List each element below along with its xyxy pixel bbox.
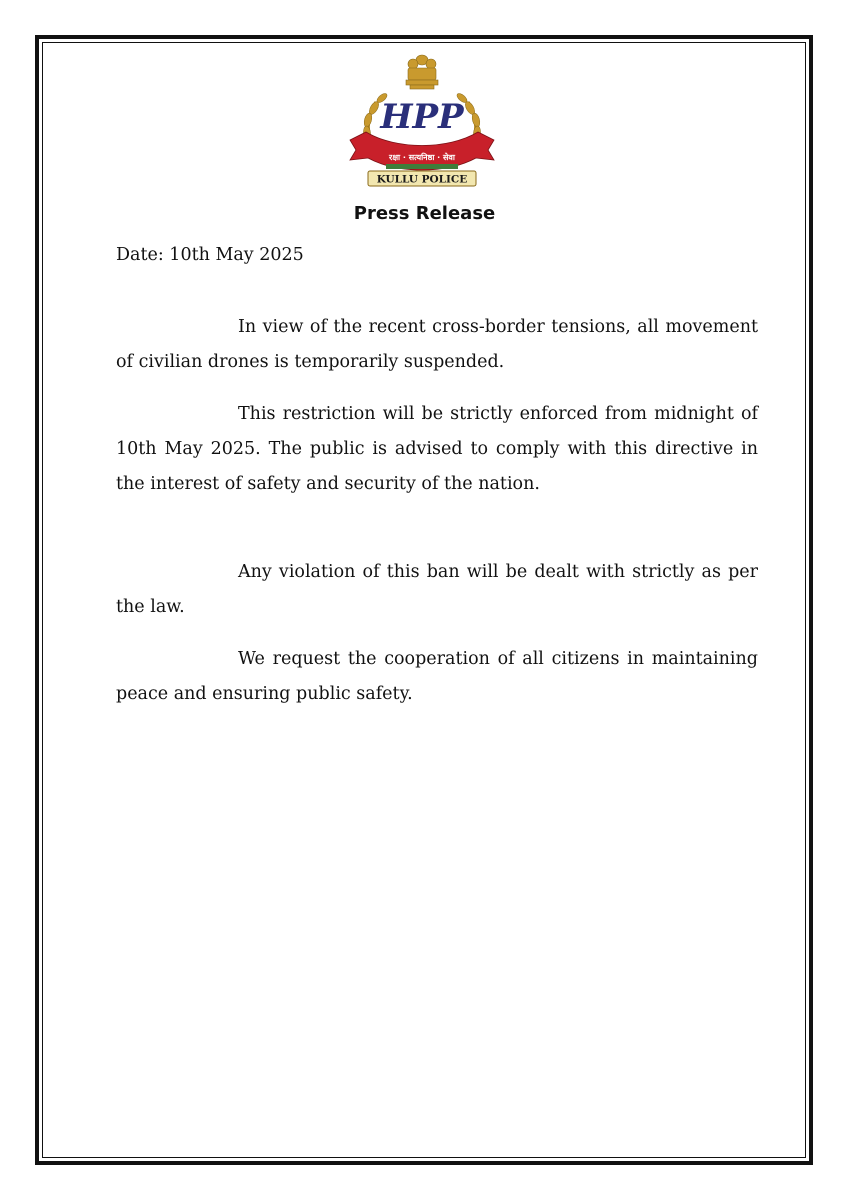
paragraph-violation: Any violation of this ban will be dealt with strictly as per the law. xyxy=(116,562,758,617)
police-emblem-icon xyxy=(346,50,498,190)
emblem-monogram: HPP xyxy=(380,97,464,137)
paragraph-cooperation: We request the cooperation of all citizens in maintaining peace and ensuring public safety. xyxy=(116,649,758,704)
release-date: Date: 10th May 2025 xyxy=(116,245,304,265)
paragraph-enforcement: This restriction will be strictly enforced from midnight of 10th May 2025. The public is advised to comply with this directive in the interest of safety and security of the nation. xyxy=(116,404,758,494)
state-emblem-icon xyxy=(406,55,438,89)
kullu-police-label: KULLU POLICE xyxy=(376,173,468,186)
paragraph-drone-suspension: In view of the recent cross-border tensions, all movement of civilian drones is temporarily suspended. xyxy=(116,317,758,372)
press-release-title: Press Release xyxy=(353,203,496,224)
ribbon-text: रक्षा · सत्यनिष्ठा · सेवा xyxy=(389,153,455,162)
kullu-police-logo xyxy=(346,50,498,190)
